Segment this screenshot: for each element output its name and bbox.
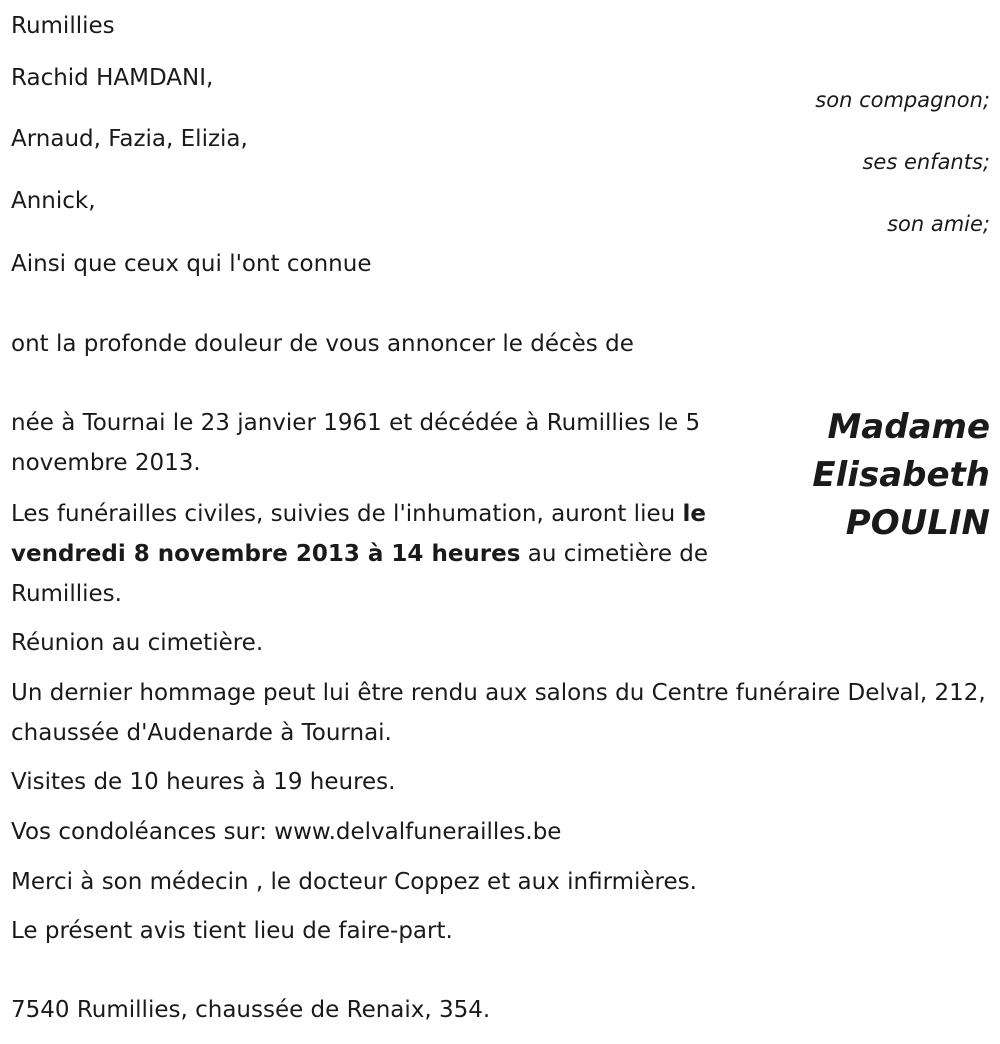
notice-line: Le présent avis tient lieu de faire-part. (11, 918, 453, 944)
funeral-text-before: Les funérailles civiles, suivies de l'inhumation, auront lieu (11, 501, 683, 527)
family-member-role: son compagnon; (815, 88, 990, 112)
family-member-names: Arnaud, Fazia, Elizia, (11, 126, 248, 152)
visits-line: Visites de 10 heures à 19 heures. (11, 769, 396, 795)
funeral-details (11, 494, 741, 614)
place-name: Rumillies (11, 13, 115, 39)
family-member-role: son amie; (887, 212, 990, 236)
homage-details: Un dernier hommage peut lui être rendu aux salons du Centre funéraire Delval, 212, chaussée d'Audenarde à Tournai. (11, 680, 986, 746)
thanks-line: Merci à son médecin , le docteur Coppez et aux infirmières. (11, 869, 697, 895)
funeral-text-after: au cimetière de Rumillies. (11, 541, 709, 607)
family-member-names: Rachid HAMDANI, (11, 65, 214, 91)
reunion-line: Réunion au cimetière. (11, 630, 264, 656)
condolences-line: Vos condoléances sur: www.delvalfunerailles.be (11, 819, 562, 845)
deceased-first-name: Elisabeth (812, 455, 990, 495)
others-line: Ainsi que ceux qui l'ont connue (11, 251, 372, 277)
deceased-title: Madame (827, 407, 990, 447)
family-member-role: ses enfants; (862, 150, 990, 174)
announcement-line: ont la profonde douleur de vous annoncer le décès de (11, 331, 634, 357)
funeral-date-highlight: le vendredi 8 novembre 2013 à 14 heures (11, 501, 706, 567)
deceased-name (812, 403, 990, 547)
family-member-names: Annick, (11, 188, 96, 214)
deceased-last-name: POULIN (845, 503, 990, 543)
birth-death-details: née à Tournai le 23 janvier 1961 et décédée à Rumillies le 5 novembre 2013. (11, 410, 701, 476)
address-line: 7540 Rumillies, chaussée de Renaix, 354. (11, 997, 491, 1023)
